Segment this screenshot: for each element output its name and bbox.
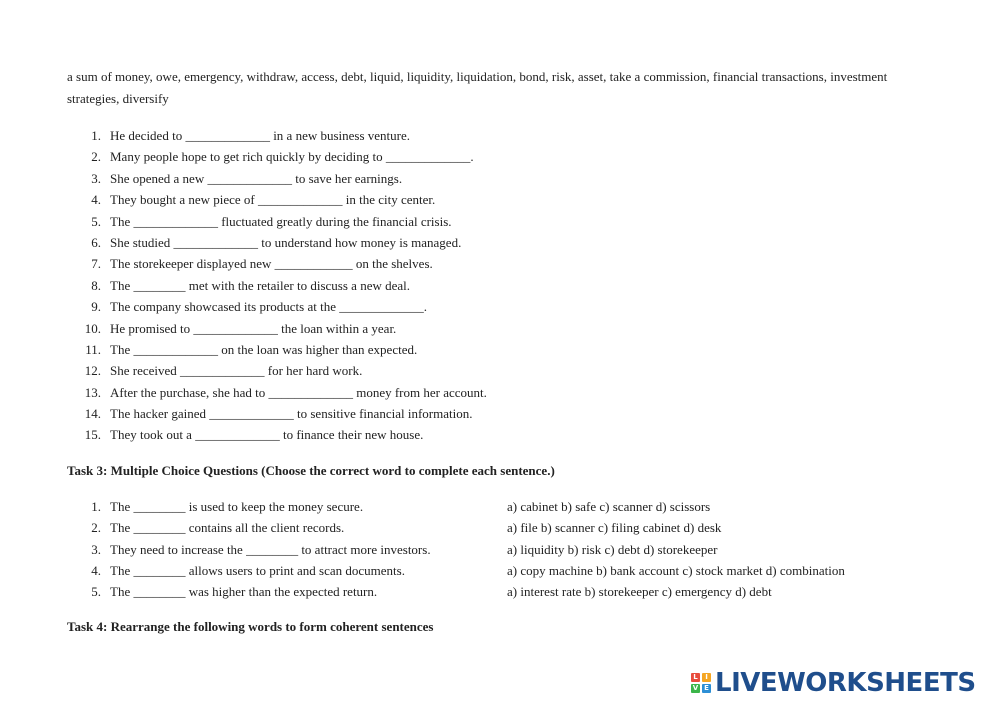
logo-mark-icon [691,673,711,693]
item-number: 13. [84,384,101,400]
logo-text: LIVEWORKSHEETS [715,668,976,698]
list-item [67,275,917,296]
item-options: a) cabinet b) safe c) scanner d) scissors [507,498,711,514]
item-number: 2. [91,520,101,536]
item-number: 9. [91,299,101,315]
list-item [67,253,917,274]
item-sentence: The _____________ fluctuated greatly during the financial crisis. [110,213,452,229]
logo-tile: L [691,673,700,682]
item-sentence: They bought a new piece of _____________ in the city center. [110,192,436,208]
item-number: 7. [91,256,101,272]
item-number: 6. [91,234,101,250]
item-number: 14. [84,406,101,422]
item-sentence: She received _____________ for her hard work. [110,363,363,379]
item-number: 1. [91,498,101,514]
item-sentence: The ________ contains all the client records. [110,520,345,536]
item-number: 2. [91,149,101,165]
task3-heading: Task 3: Multiple Choice Questions (Choose the correct word to complete each sentence.) [67,462,555,478]
worksheet-page [67,66,917,637]
list-item [67,581,917,602]
item-number: 4. [91,563,101,579]
list-item [67,517,917,538]
item-options: a) interest rate b) storekeeper c) emergency d) debt [507,584,772,600]
item-number: 10. [84,320,101,336]
item-number: 5. [91,213,101,229]
list-item [67,382,917,403]
task2-list [67,125,917,446]
list-item [67,211,917,232]
item-number: 12. [84,363,101,379]
item-options: a) file b) scanner c) filing cabinet d) desk [507,520,722,536]
item-number: 3. [91,170,101,186]
list-item [67,539,917,560]
item-sentence: He promised to _____________ the loan within a year. [110,320,397,336]
logo-tile: I [702,673,711,682]
list-item [67,424,917,445]
item-sentence: Many people hope to get rich quickly by deciding to _____________. [110,149,474,165]
list-item [67,189,917,210]
item-sentence: The ________ was higher than the expected return. [110,584,378,600]
task4-heading: Task 4: Rearrange the following words to form coherent sentences [67,618,434,634]
list-item [67,360,917,381]
item-sentence: They took out a _____________ to finance their new house. [110,427,424,443]
logo-tile: V [692,684,699,692]
item-number: 15. [84,427,101,443]
list-item [67,403,917,424]
list-item [67,146,917,167]
item-options: a) copy machine b) bank account c) stock market d) combination [507,563,845,579]
list-item [67,318,917,339]
list-item [67,339,917,360]
item-options: a) liquidity b) risk c) debt d) storekeeper [507,541,718,557]
item-sentence: After the purchase, she had to _____________ money from her account. [110,384,487,400]
item-sentence: She studied _____________ to understand how money is managed. [110,234,462,250]
item-sentence: The storekeeper displayed new ____________ on the shelves. [110,256,433,272]
word-bank: a sum of money, owe, emergency, withdraw, access, debt, liquid, liquidity, liquidation, bond, risk, asset, take a commission, financial transactions, investment strategies, diversify [67,69,888,106]
item-sentence: The hacker gained _____________ to sensitive financial information. [110,406,473,422]
item-sentence: The ________ is used to keep the money secure. [110,498,364,514]
item-sentence: He decided to _____________ in a new business venture. [110,128,411,143]
task3-list [67,496,917,603]
item-sentence: They need to increase the ________ to attract more investors. [110,541,431,557]
item-sentence: The company showcased its products at the _____________. [110,299,427,315]
item-sentence: The _____________ on the loan was higher than expected. [110,341,418,357]
item-number: 5. [91,584,101,600]
item-number: 8. [91,277,101,293]
list-item [67,125,917,146]
list-item [67,560,917,581]
item-number: 11. [85,341,101,357]
list-item [67,168,917,189]
item-number: 4. [91,192,101,208]
list-item [67,296,917,317]
item-sentence: The ________ met with the retailer to discuss a new deal. [110,277,411,293]
item-number: 1. [91,128,101,143]
list-item [67,232,917,253]
logo-tile: E [702,684,711,693]
item-sentence: She opened a new _____________ to save her earnings. [110,170,403,186]
item-sentence: The ________ allows users to print and scan documents. [110,563,405,579]
liveworksheets-logo [691,668,976,698]
item-number: 3. [91,541,101,557]
list-item [67,496,917,517]
